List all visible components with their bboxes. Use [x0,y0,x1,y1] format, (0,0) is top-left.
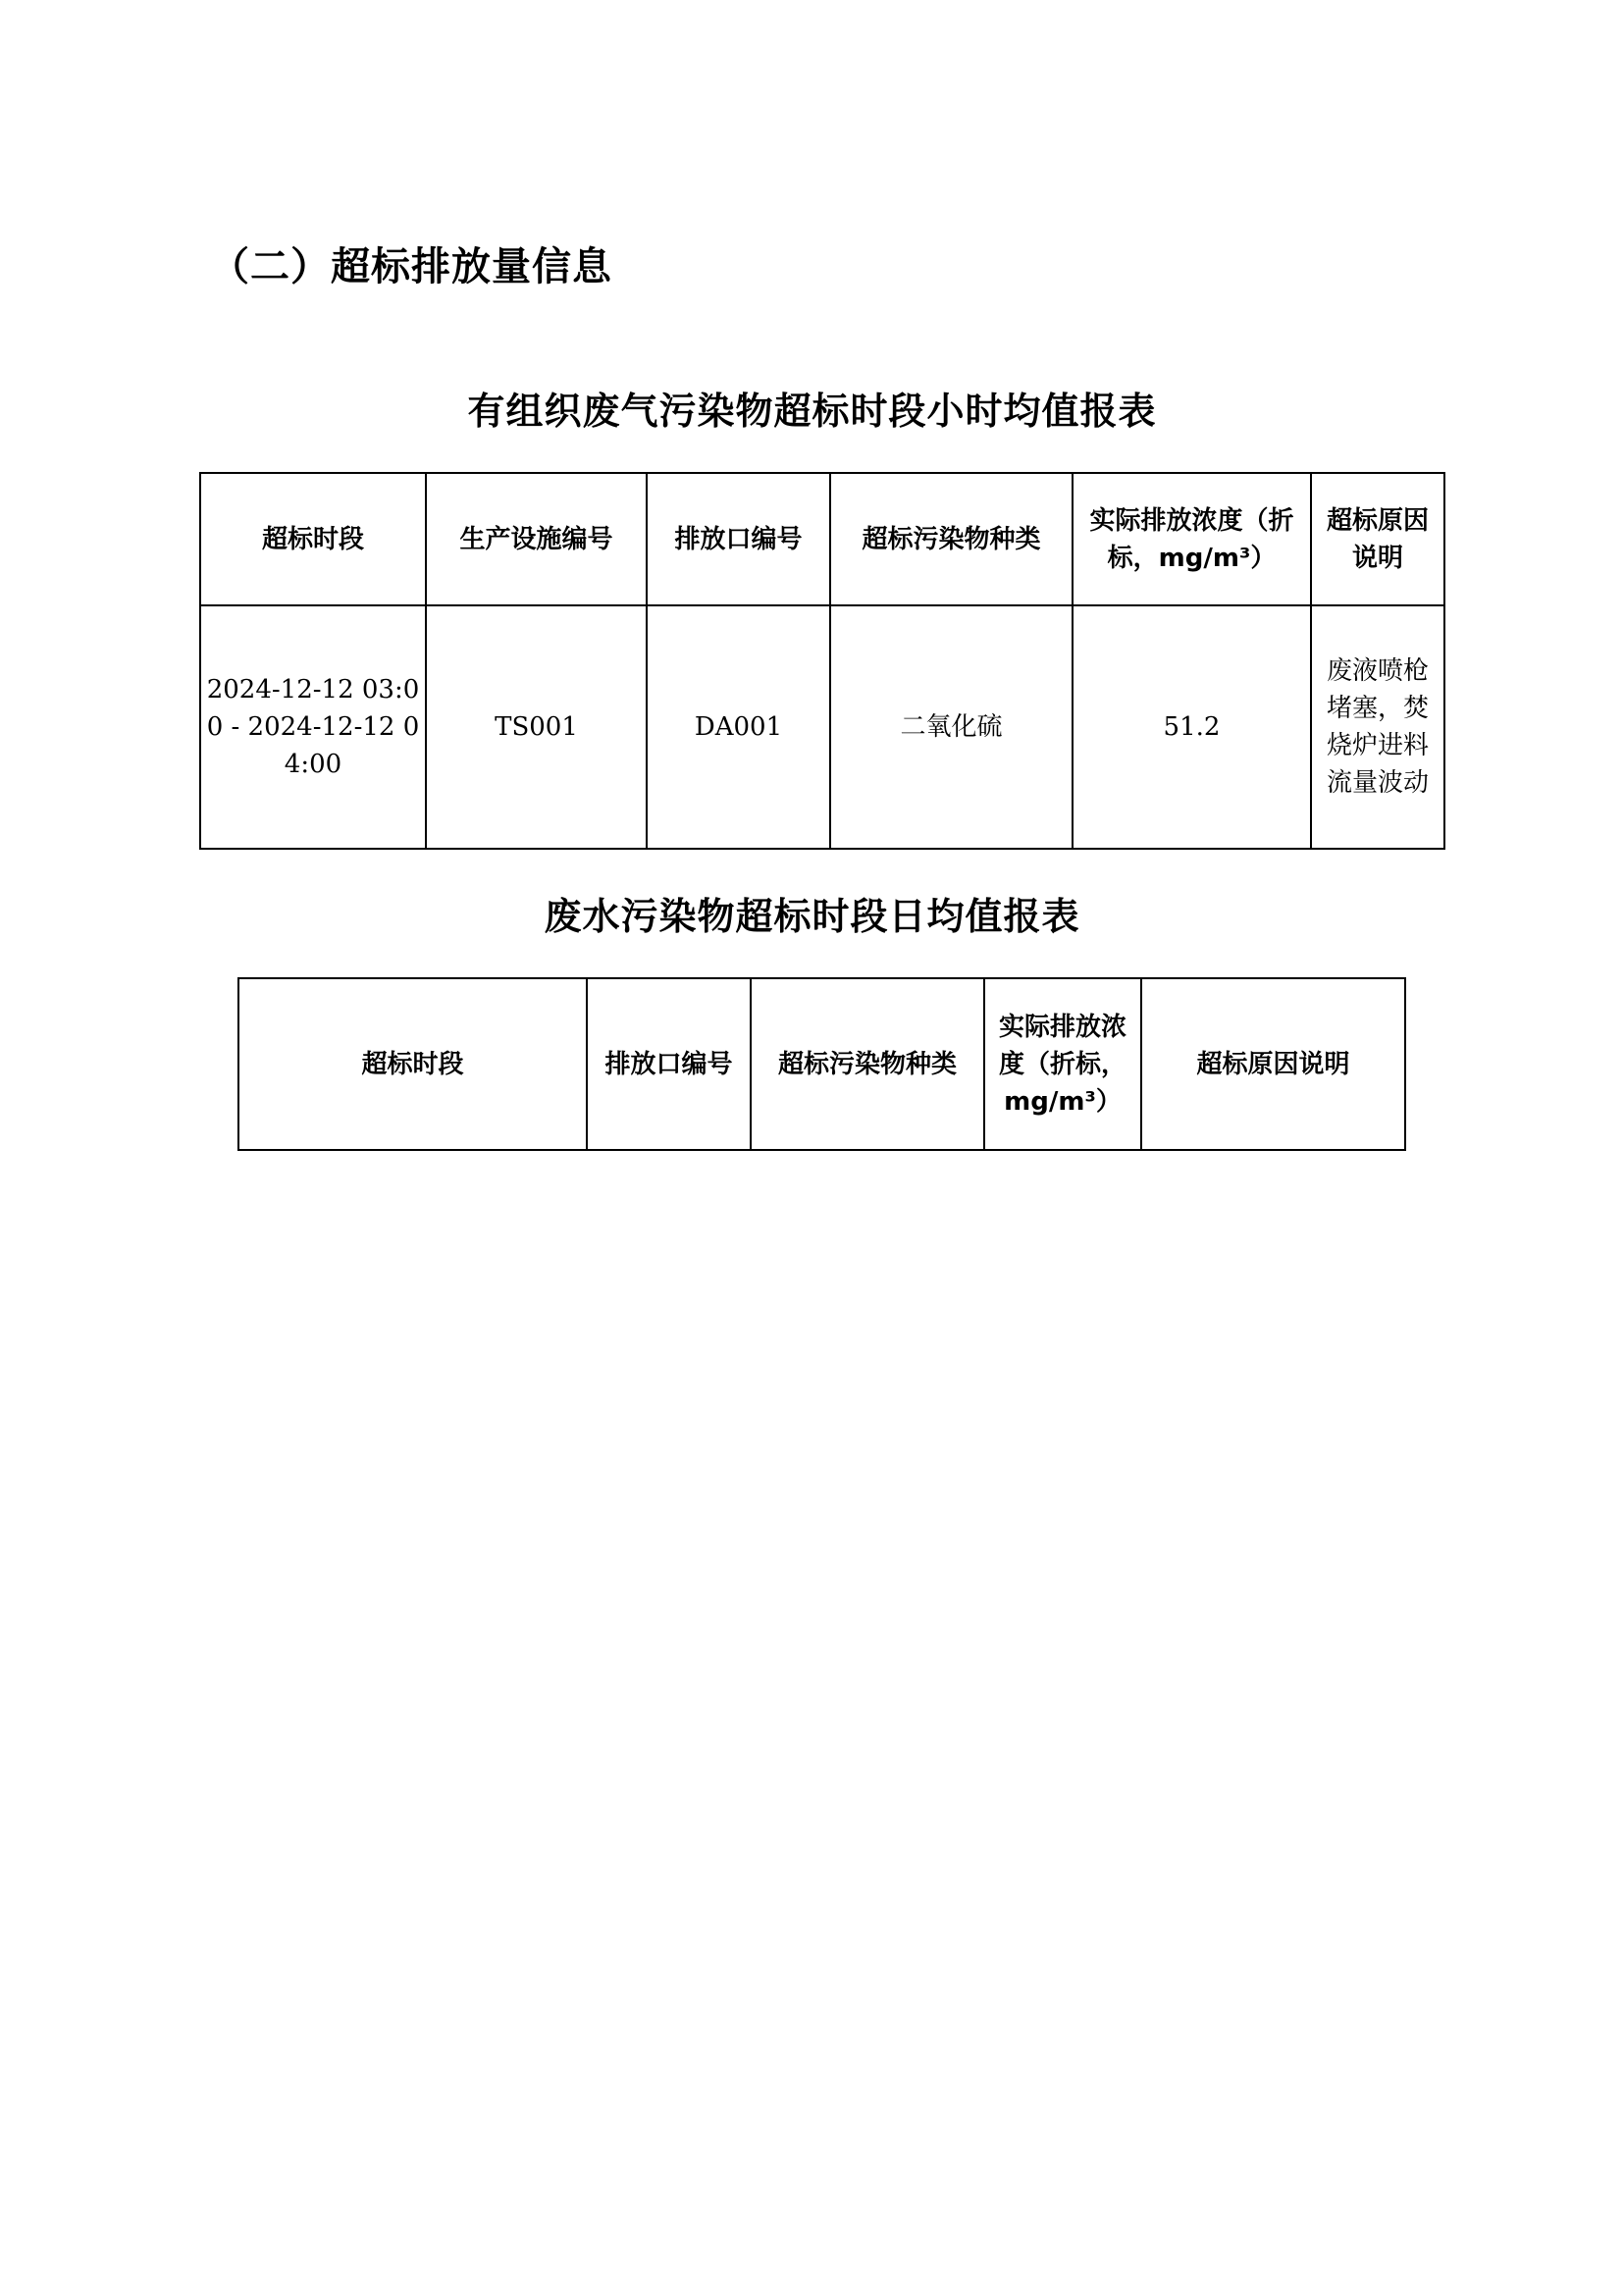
cell-facility-id: TS001 [426,605,647,849]
table1-header-row [200,473,1444,605]
header-actual-concentration: 实际排放浓度（折标，mg/m³） [1073,473,1311,605]
header-exceed-period: 超标时段 [238,978,587,1150]
header-facility-id: 生产设施编号 [426,473,647,605]
header-outlet-id: 排放口编号 [587,978,751,1150]
organized-waste-gas-table [199,472,1445,850]
table2-header-row [238,978,1405,1150]
header-outlet-id: 排放口编号 [647,473,830,605]
cell-exceed-reason: 废液喷枪堵塞，焚烧炉进料流量波动 [1311,605,1444,849]
header-pollutant-type: 超标污染物种类 [751,978,984,1150]
header-exceed-period: 超标时段 [200,473,426,605]
cell-actual-concentration: 51.2 [1073,605,1311,849]
table2-title: 废水污染物超标时段日均值报表 [544,895,1080,938]
cell-outlet-id: DA001 [647,605,830,849]
header-exceed-reason: 超标原因说明 [1141,978,1405,1150]
header-actual-concentration: 实际排放浓度（折标，mg/m³） [984,978,1141,1150]
cell-pollutant-type: 二氧化硫 [830,605,1073,849]
header-pollutant-type: 超标污染物种类 [830,473,1073,605]
table-row [200,605,1444,849]
header-exceed-reason: 超标原因说明 [1311,473,1444,605]
section-heading: （二）超标排放量信息 [210,244,612,289]
table1-title: 有组织废气污染物超标时段小时均值报表 [467,390,1157,433]
cell-exceed-period: 2024-12-12 03:00 - 2024-12-12 04:00 [200,605,426,849]
waste-water-table [237,977,1406,1151]
